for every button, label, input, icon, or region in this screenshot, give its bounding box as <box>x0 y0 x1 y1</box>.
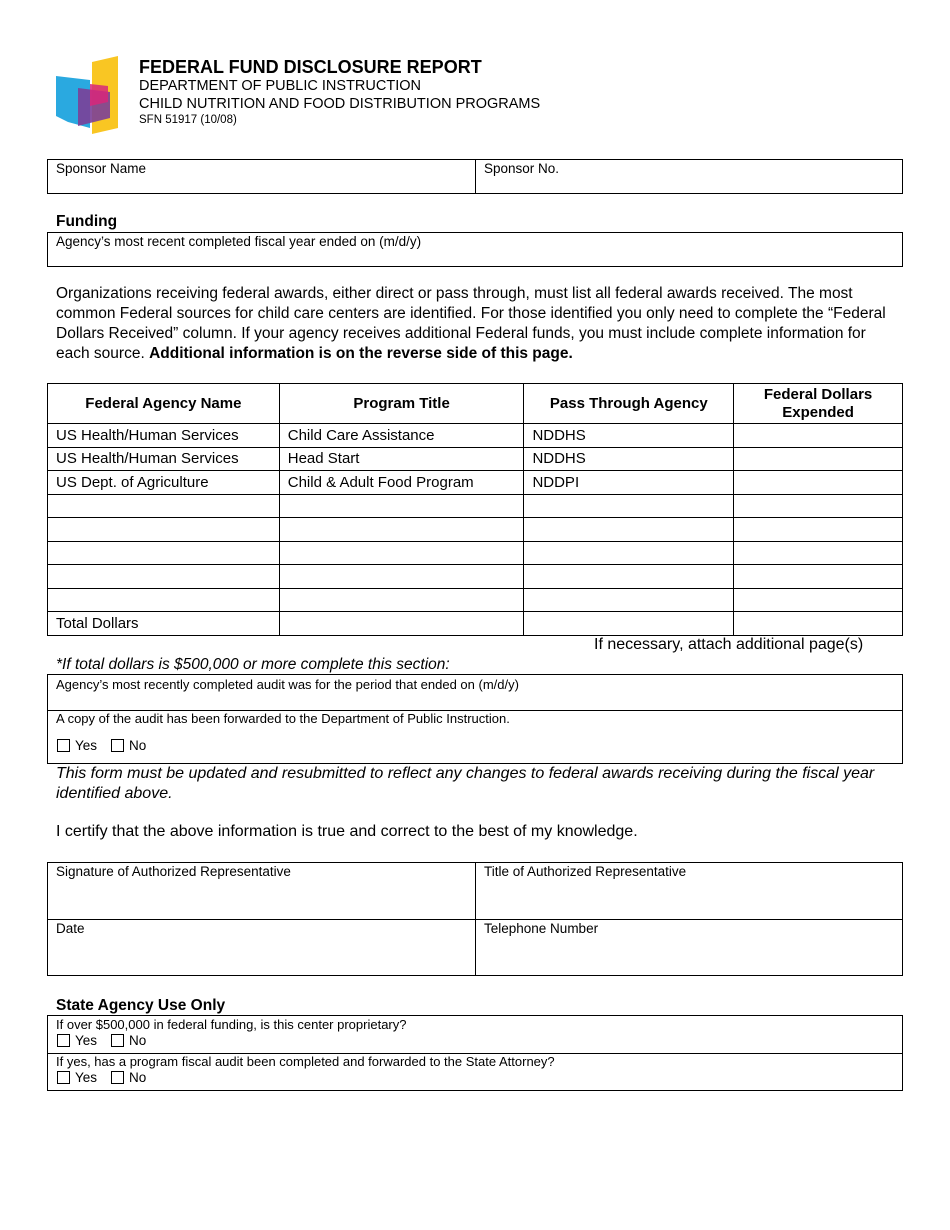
program-cell[interactable] <box>279 494 524 518</box>
table-header-row <box>48 384 903 424</box>
state-agency-heading: State Agency Use Only <box>56 997 226 1014</box>
audit-period-label: Agency’s most recently completed audit was for the period that ended on (m/d/y) <box>56 677 519 692</box>
program-cell[interactable]: Head Start <box>279 447 524 471</box>
pass-through-cell[interactable]: NDDHS <box>524 424 734 448</box>
audit-yes-label: Yes <box>75 738 98 753</box>
table-row <box>48 494 903 518</box>
audit-no-label: No <box>129 738 147 753</box>
audit-yes-checkbox[interactable] <box>57 739 70 752</box>
fiscal-audit-options <box>57 1070 160 1085</box>
proprietary-no-checkbox[interactable] <box>111 1034 124 1047</box>
column-header: Program Title <box>279 384 524 424</box>
form-number: SFN 51917 (10/08) <box>139 114 237 126</box>
program-cell[interactable]: Child & Adult Food Program <box>279 471 524 495</box>
date-label: Date <box>56 921 85 936</box>
pass-through-cell[interactable] <box>524 588 734 612</box>
proprietary-question: If over $500,000 in federal funding, is this center proprietary? <box>56 1017 407 1032</box>
audit-section <box>47 674 903 764</box>
sponsor-name-label: Sponsor Name <box>56 161 147 176</box>
sponsor-number-label: Sponsor No. <box>484 161 560 176</box>
fiscal-year-field[interactable] <box>47 232 903 267</box>
pass-through-cell[interactable] <box>524 494 734 518</box>
telephone-field[interactable] <box>476 920 902 975</box>
total-blank-cell <box>279 612 524 636</box>
certification-statement: I certify that the above information is true and correct to the best of my knowledge. <box>56 823 638 840</box>
table-row <box>48 565 903 589</box>
signature-label: Signature of Authorized Representative <box>56 864 291 879</box>
dollars-cell[interactable] <box>734 424 903 448</box>
total-dollars-cell[interactable] <box>734 612 903 636</box>
dollars-cell[interactable] <box>734 494 903 518</box>
signature-field[interactable] <box>48 863 476 920</box>
telephone-label: Telephone Number <box>484 921 599 936</box>
program-cell[interactable] <box>279 565 524 589</box>
table-row <box>48 471 903 495</box>
agency-cell[interactable]: US Dept. of Agriculture <box>48 471 280 495</box>
title-field[interactable] <box>476 863 902 920</box>
dollars-cell[interactable] <box>734 447 903 471</box>
pass-through-cell[interactable] <box>524 518 734 542</box>
agency-cell[interactable] <box>48 541 280 565</box>
update-note: This form must be updated and resubmitted to reflect any changes to federal awards receiving during the fiscal year identified above. <box>56 765 875 802</box>
intro-text: Organizations receiving federal awards, either direct or pass through, must list all federal awards received. The most common Federal sources for child care centers are identified. For those identified you only need to complete the “Federal Dollars Received” column. If your agency receives additional Federal funds, you must include complete information for each source. <box>56 285 886 362</box>
proprietary-no-label: No <box>129 1033 147 1048</box>
proprietary-options <box>57 1033 160 1048</box>
sponsor-row <box>47 159 903 194</box>
fiscal-audit-yes-checkbox[interactable] <box>57 1071 70 1084</box>
agency-cell[interactable] <box>48 588 280 612</box>
column-header: Pass Through Agency <box>524 384 734 424</box>
agency-cell[interactable] <box>48 565 280 589</box>
federal-awards-table <box>47 383 903 636</box>
agency-cell[interactable] <box>48 518 280 542</box>
pass-through-cell[interactable] <box>524 541 734 565</box>
fiscal-audit-no-checkbox[interactable] <box>111 1071 124 1084</box>
pass-through-cell[interactable]: NDDHS <box>524 447 734 471</box>
funding-heading: Funding <box>56 213 118 230</box>
form-title: FEDERAL FUND DISCLOSURE REPORT <box>139 57 482 77</box>
title-label: Title of Authorized Representative <box>484 864 687 879</box>
fiscal-year-label: Agency’s most recent completed fiscal year ended on (m/d/y) <box>56 234 422 249</box>
date-field[interactable] <box>48 920 476 975</box>
audit-period-field[interactable] <box>56 677 519 692</box>
table-row <box>48 588 903 612</box>
program-cell[interactable] <box>279 518 524 542</box>
signature-section <box>47 862 903 976</box>
fiscal-audit-yes-label: Yes <box>75 1070 98 1085</box>
department-name: DEPARTMENT OF PUBLIC INSTRUCTION <box>139 78 421 94</box>
audit-copy-label: A copy of the audit has been forwarded to the Department of Public Instruction. <box>56 711 510 726</box>
program-cell[interactable] <box>279 588 524 612</box>
intro-paragraph <box>56 284 896 364</box>
program-cell[interactable]: Child Care Assistance <box>279 424 524 448</box>
proprietary-yes-label: Yes <box>75 1033 98 1048</box>
program-name: CHILD NUTRITION AND FOOD DISTRIBUTION PROGRAMS <box>139 96 541 112</box>
agency-cell[interactable] <box>48 494 280 518</box>
fiscal-audit-no-label: No <box>129 1070 147 1085</box>
table-row <box>48 447 903 471</box>
agency-cell[interactable]: US Health/Human Services <box>48 424 280 448</box>
table-row <box>48 424 903 448</box>
column-header: Federal Dollars Expended <box>734 384 903 424</box>
pass-through-cell[interactable] <box>524 565 734 589</box>
total-row <box>48 612 903 636</box>
total-dollars-label: Total Dollars <box>48 612 280 636</box>
audit-threshold-note: *If total dollars is $500,000 or more complete this section: <box>56 656 450 673</box>
sponsor-number-field[interactable] <box>476 160 902 193</box>
dollars-cell[interactable] <box>734 541 903 565</box>
table-row <box>48 518 903 542</box>
column-header: Federal Agency Name <box>48 384 280 424</box>
dollars-cell[interactable] <box>734 518 903 542</box>
dollars-cell[interactable] <box>734 565 903 589</box>
dollars-cell[interactable] <box>734 588 903 612</box>
intro-bold-text: Additional information is on the reverse side of this page. <box>149 345 573 362</box>
audit-forwarded-options <box>57 738 160 753</box>
table-row <box>48 541 903 565</box>
program-cell[interactable] <box>279 541 524 565</box>
dollars-cell[interactable] <box>734 471 903 495</box>
total-blank-cell <box>524 612 734 636</box>
agency-cell[interactable]: US Health/Human Services <box>48 447 280 471</box>
sponsor-name-field[interactable] <box>48 160 476 193</box>
fiscal-audit-question: If yes, has a program fiscal audit been completed and forwarded to the State Attorney? <box>56 1054 555 1069</box>
dpi-logo <box>56 56 120 134</box>
pass-through-cell[interactable]: NDDPI <box>524 471 734 495</box>
state-agency-section <box>47 1015 903 1091</box>
proprietary-yes-checkbox[interactable] <box>57 1034 70 1047</box>
attach-pages-note: If necessary, attach additional page(s) <box>594 636 864 653</box>
audit-no-checkbox[interactable] <box>111 739 124 752</box>
